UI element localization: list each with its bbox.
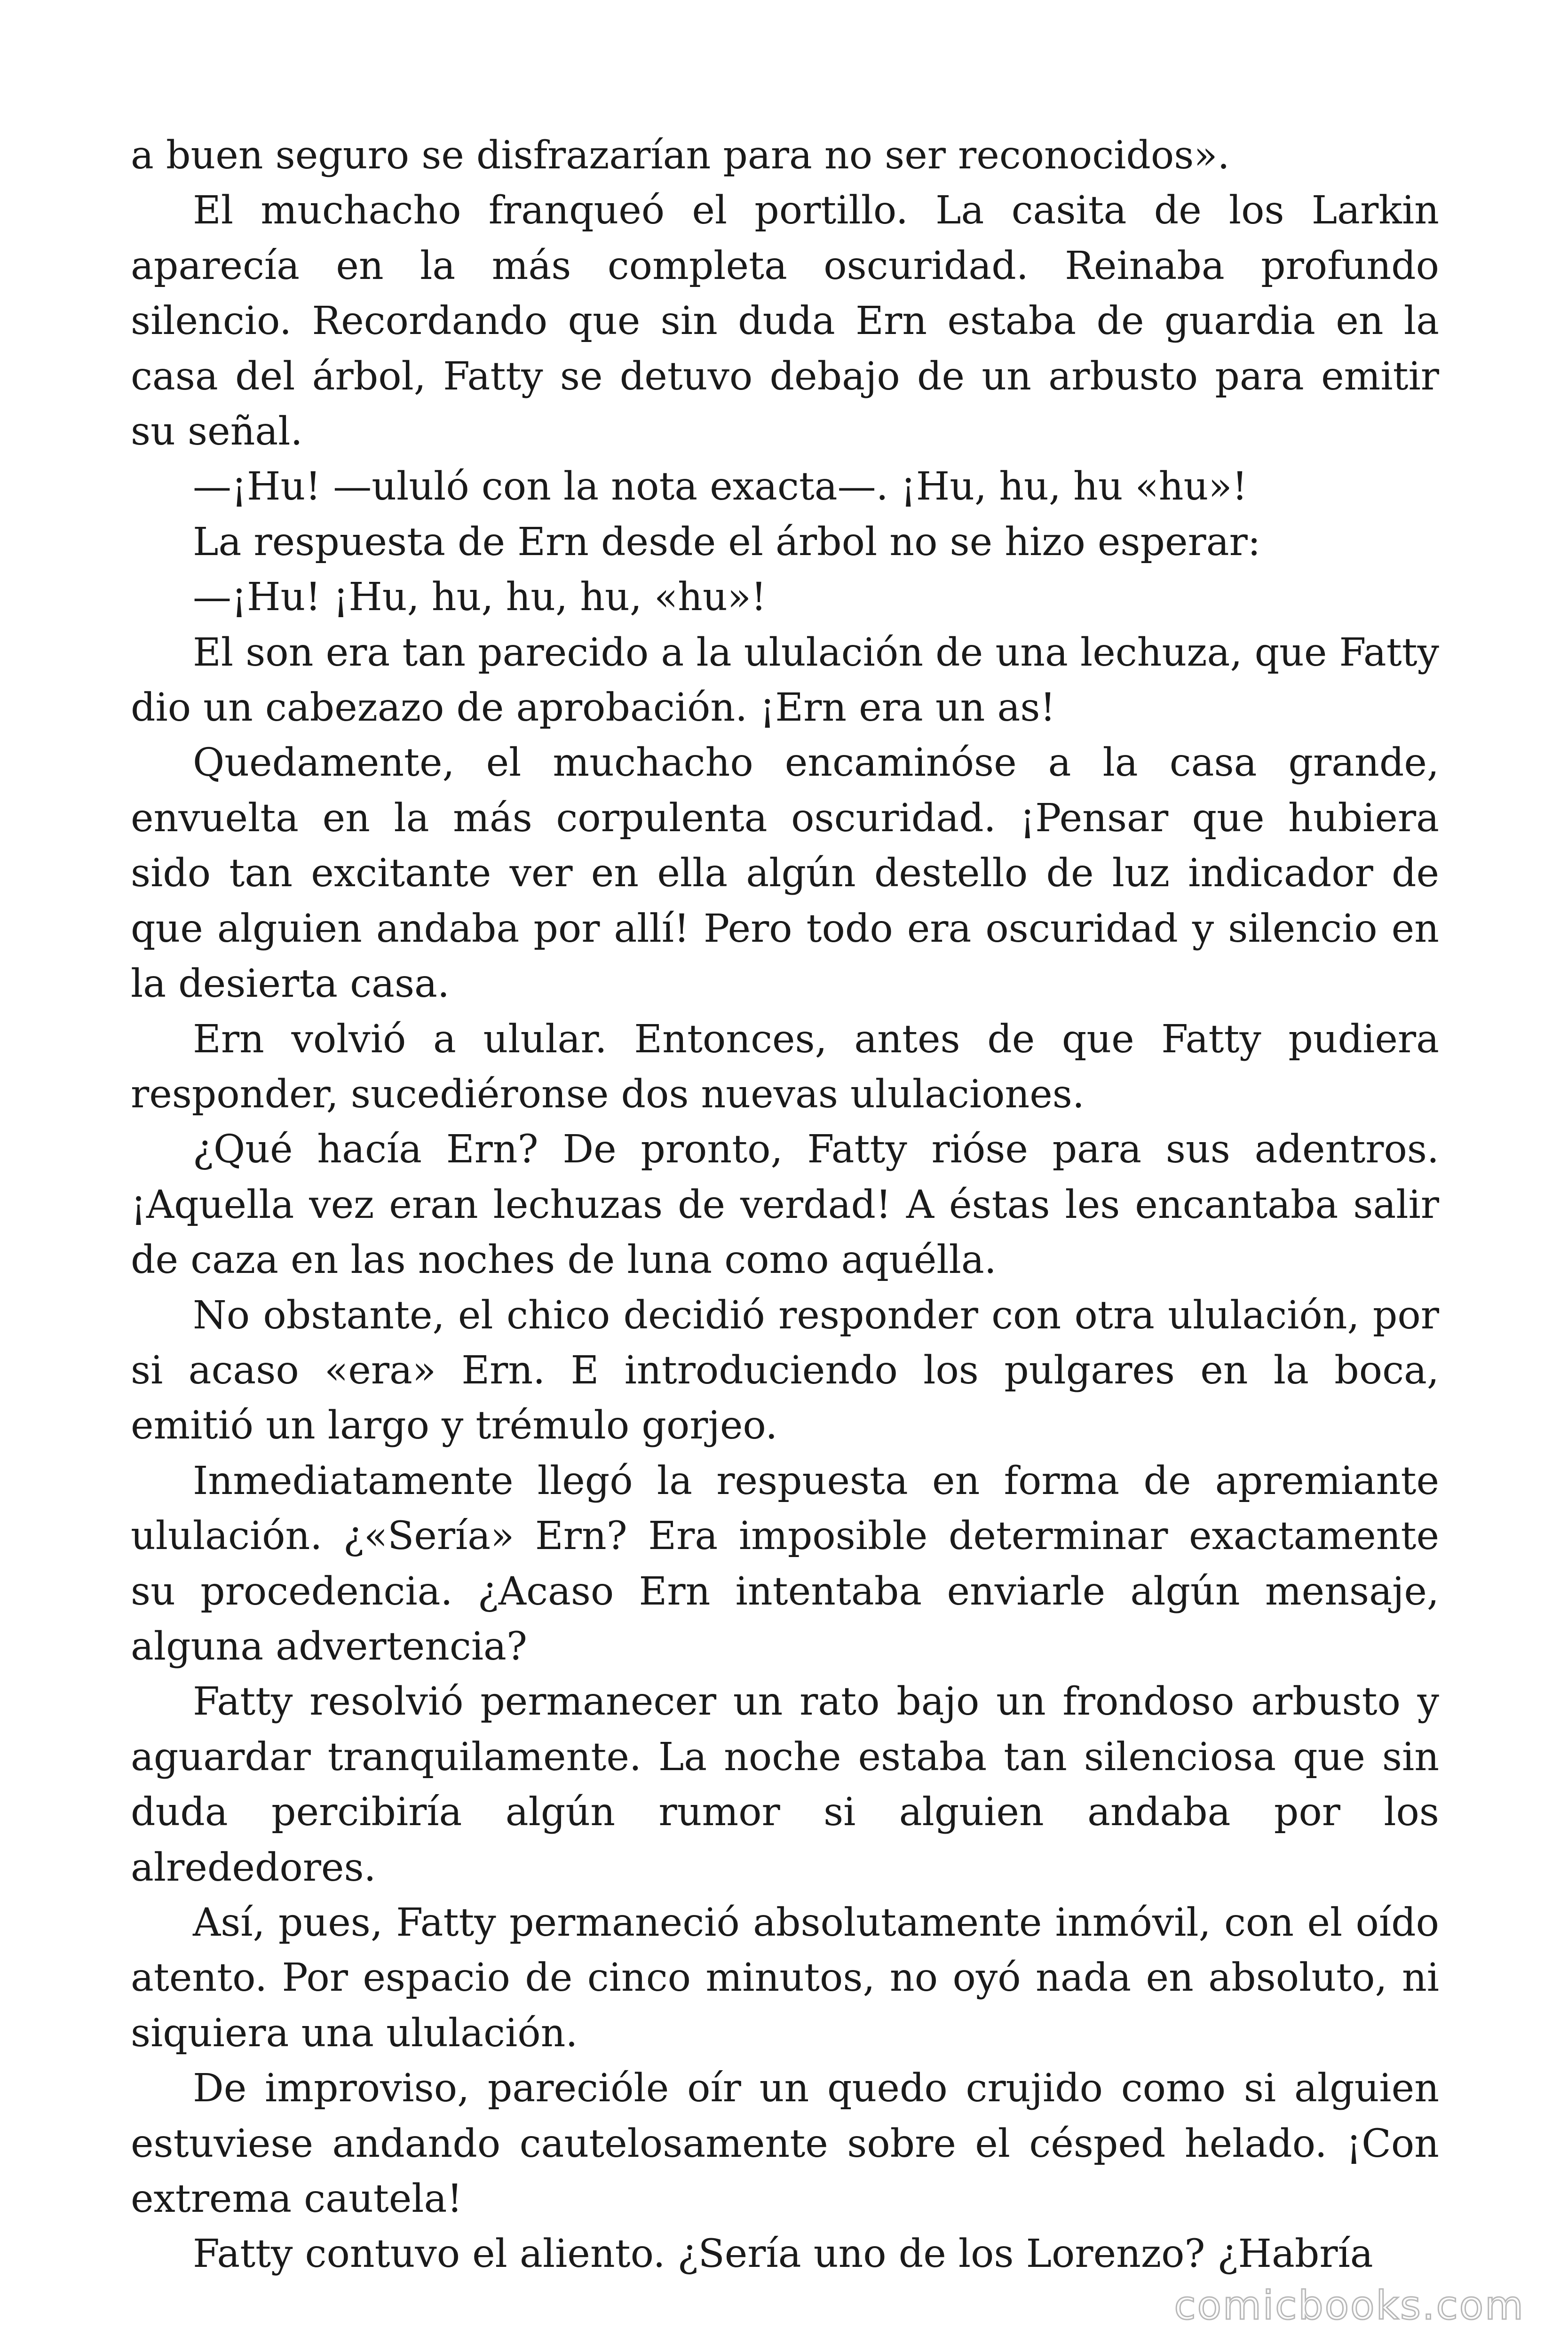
paragraph: Fatty resolvió permanecer un rato bajo un frondoso arbusto y aguardar tranquilamente. La noche estaba tan silenciosa que sin duda percibiría algún rumor si alguien andaba por los alrededores. — [131, 1679, 1439, 1890]
paragraph: Ern volvió a ulular. Entonces, antes de que Fatty pudiera responder, sucediéronse dos nuevas ululaciones. — [131, 1017, 1439, 1117]
paragraph: —¡Hu! —ululó con la nota exacta—. ¡Hu, hu, hu «hu»! — [193, 464, 1248, 509]
paragraph: Quedamente, el muchacho encaminóse a la casa grande, envuelta en la más corpulenta oscuridad. ¡Pensar que hubiera sido tan excitante ver en ella algún destello de luz indicador de que alguien andaba por allí! Pero todo era oscuridad y silencio en la desierta casa. — [131, 740, 1439, 1007]
paragraph: El son era tan parecido a la ululación de una lechuza, que Fatty dio un cabezazo de aprobación. ¡Ern era un as! — [131, 630, 1439, 731]
body-text — [131, 128, 1439, 2282]
paragraph: No obstante, el chico decidió responder con otra ululación, por si acaso «era» Ern. E introduciendo los pulgares en la boca, emitió un largo y trémulo gorjeo. — [131, 1293, 1439, 1448]
paragraph: La respuesta de Ern desde el árbol no se hizo esperar: — [193, 519, 1261, 564]
paragraph: ¿Qué hacía Ern? De pronto, Fatty rióse para sus adentros. ¡Aquella vez eran lechuzas de verdad! A éstas les encantaba salir de caza en las noches de luna como aquélla. — [131, 1127, 1439, 1283]
paragraph: El muchacho franqueó el portillo. La casita de los Larkin aparecía en la más completa oscuridad. Reinaba profundo silencio. Recordando que sin duda Ern estaba de guardia en la casa del árbol, Fatty se detuvo debajo de un arbusto para emitir su señal. — [131, 188, 1439, 454]
paragraph: Fatty contuvo el aliento. ¿Sería uno de los Lorenzo? ¿Habría — [193, 2232, 1373, 2277]
watermark-text: comicbooks.com — [1174, 2282, 1525, 2328]
paragraph: De improviso, parecióle oír un quedo crujido como si alguien estuviese andando cautelosamente sobre el césped helado. ¡Con extrema cautela! — [131, 2066, 1439, 2222]
paragraph: Inmediatamente llegó la respuesta en forma de apremiante ululación. ¿«Sería» Ern? Era imposible determinar exactamente su procedencia. ¿Acaso Ern intentaba enviarle algún mensaje, alguna advertencia? — [131, 1458, 1439, 1669]
paragraph: —¡Hu! ¡Hu, hu, hu, hu, «hu»! — [193, 575, 767, 620]
paragraph: Así, pues, Fatty permaneció absolutamente inmóvil, con el oído atento. Por espacio de cinco minutos, no oyó nada en absoluto, ni siquiera una ululación. — [131, 1900, 1439, 2056]
paragraph: a buen seguro se disfrazarían para no ser reconocidos». — [131, 133, 1230, 178]
